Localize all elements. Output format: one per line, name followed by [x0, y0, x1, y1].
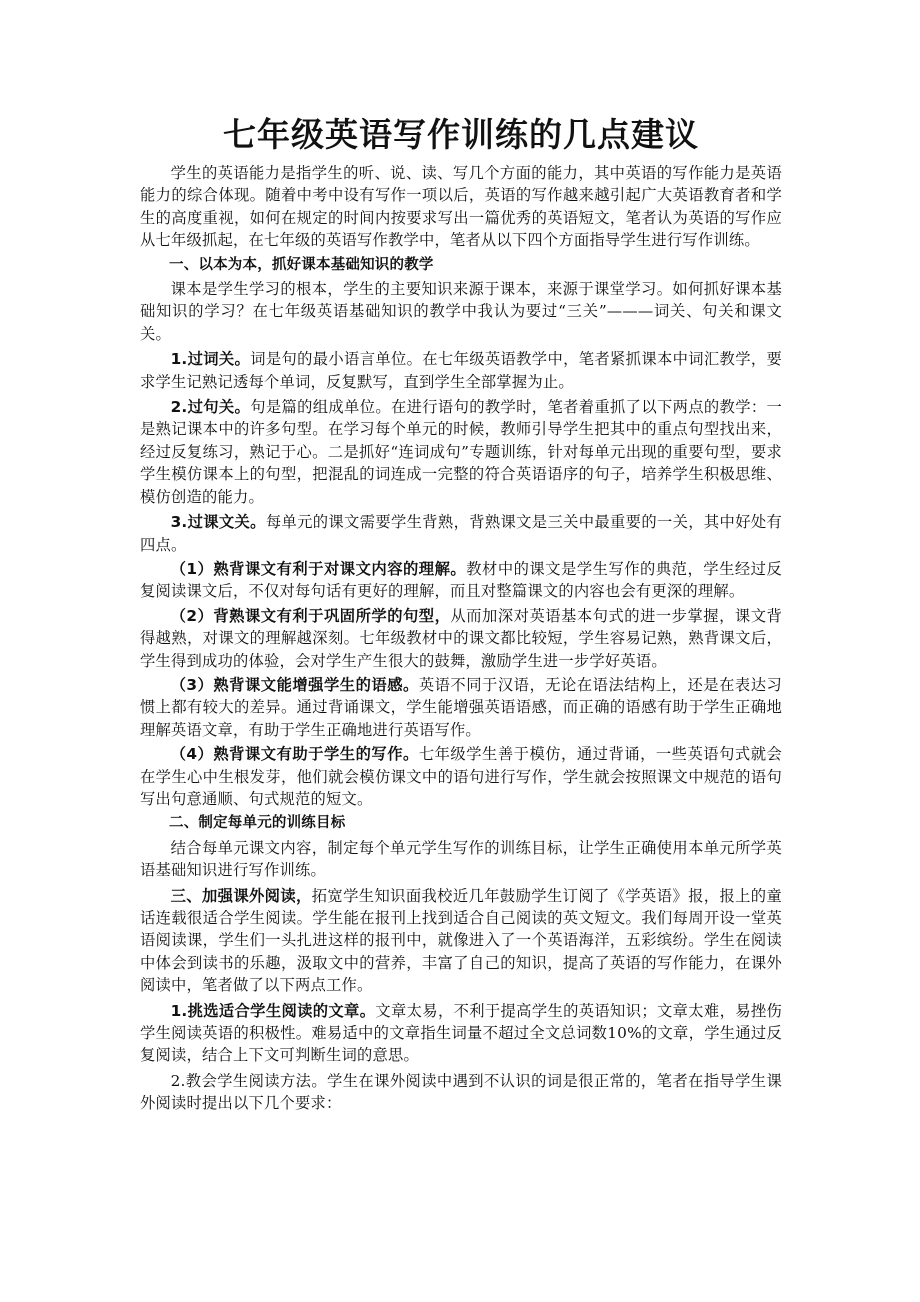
section-3-selection-paragraph — [140, 1000, 782, 1067]
point-lead: （1）熟背课文有利于对课文内容的理解。 — [170, 559, 467, 578]
paragraph-text: 每单元的课文需要学生背熟，背熟课文是三关中最重要的一关，其中好处有四点。 — [140, 513, 782, 554]
paragraph-lead: 1.过词关。 — [170, 350, 251, 369]
section-3-heading: 三、加强课外阅读， — [170, 886, 312, 905]
benefit-point-3 — [140, 674, 782, 741]
paragraph-lead: 3.过课文关。 — [170, 513, 266, 532]
point-text: 教材中的课文是学生写作的典范，学生经过反复阅读课文后，不仅对每句话有更好的理解，而且对整篇课文的内容也会有更深的理解。 — [140, 559, 782, 601]
paragraph-lead: 1.挑选适合学生阅读的文章。 — [170, 1001, 376, 1020]
section-1-word-paragraph — [140, 348, 782, 393]
document-title: 七年级英语写作训练的几点建议 — [223, 115, 699, 154]
section-3-text: 拓宽学生知识面我校近几年鼓励学生订阅了《学英语》报，报上的童话连载很适合学生阅读。学生能在报刊上找到适合自己阅读的英文短文。我们每周开设一堂英语阅读课，学生们一头扎进这样的报刊中，就像进入了一个英语海洋，五彩缤纷。学生在阅读中体会到读书的乐趣，汲取文中的营养，丰富了自己的知识，提高了英语的写作能力，在课外阅读中，笔者做了以下两点工作。 — [140, 886, 782, 995]
section-3-method-paragraph: 2.教会学生阅读方法。学生在课外阅读中遇到不认识的词是很正常的，笔者在指导学生课外阅读时提出以下几个要求： — [140, 1071, 782, 1113]
benefit-point-2 — [140, 605, 782, 672]
point-text: 从而加深对英语基本句式的进一步掌握，课文背得越熟，对课文的理解越深刻。七年级教材中的课文都比较短，学生容易记熟，熟背课文后，学生得到成功的体验，会对学生产生很大的鼓舞，激励学生进一步学好英语。 — [140, 606, 783, 670]
intro-paragraph: 学生的英语能力是指学生的听、说、读、写几个方面的能力，其中英语的写作能力是英语能力的综合体现。随着中考中设有写作一项以后，英语的写作越来越引起广大英语教育者和学生的高度重视，如何在规定的时间内按要求写出一篇优秀的英语短文，笔者认为英语的写作应从七年级抓起，在七年级的英语写作教学中，笔者从以下四个方面指导学生进行写作训练。 — [140, 164, 782, 250]
paragraph-lead: 2.过句关。 — [170, 398, 251, 417]
section-3-paragraph — [140, 885, 782, 997]
section-2-body: 结合每单元课文内容，制定每个单元学生写作的训练目标，让学生正确使用本单元所学英语基础知识进行写作训练。 — [140, 838, 782, 880]
paragraph-text: 词是句的最小语言单位。在七年级英语教学中，笔者紧抓课本中词汇教学，要求学生记熟记透每个单词，反复默写，直到学生全部掌握为止。 — [140, 350, 782, 391]
benefit-point-1 — [140, 558, 782, 603]
point-lead: （3）熟背课文能增强学生的语感。 — [170, 675, 419, 694]
document-page — [140, 112, 782, 1115]
benefit-point-4 — [140, 743, 782, 810]
section-1-sentence-paragraph — [140, 396, 782, 508]
point-text: 七年级学生善于模仿，通过背诵，一些英语句式就会在学生心中生根发芽，他们就会模仿课文中的语句进行写作，学生就会按照课文中规范的语句写出句意通顺、句式规范的短文。 — [140, 745, 782, 808]
point-text: 英语不同于汉语，无论在语法结构上，还是在表达习惯上都有较大的差异。通过背诵课文，学生能增强英语语感，而正确的语感有助于学生正确地理解英语文章，有助于学生正确地进行英语写作。 — [140, 675, 782, 739]
section-1-body: 课本是学生学习的根本，学生的主要知识来源于课本，来源于课堂学习。如何抓好课本基础知识的学习？在七年级英语基础知识的教学中我认为要过“三关”———词关、句关和课文关。 — [140, 280, 782, 343]
point-lead: （2）背熟课文有利于巩固所学的句型， — [170, 606, 451, 625]
paragraph-text: 文章太易，不利于提高学生的英语知识；文章太难，易挫伤学生阅读英语的积极性。难易适中的文章指生词量不超过全文总词数10%的文章，学生通过反复阅读，结合上下文可判断生词的意思。 — [140, 1001, 783, 1065]
section-2-heading: 二、制定每单元的训练目标 — [169, 815, 346, 832]
paragraph-text: 句是篇的组成单位。在进行语句的教学时，笔者着重抓了以下两点的教学：一是熟记课本中的许多句型。在学习每个单元的时候，教师引导学生把其中的重点句型找出来，经过反复练习，熟记于心。二是抓好“连词成句”专题训练，针对每单元出现的重要句型，要求学生模仿课本上的句型，把混乱的词连成一完整的符合英语语序的句子，培养学生积极思维、模仿创造的能力。 — [140, 398, 782, 506]
section-1-heading: 一、以本为本，抓好课本基础知识的教学 — [169, 256, 434, 273]
section-1-text-paragraph — [140, 511, 782, 556]
point-lead: （4）熟背课文有助于学生的写作。 — [170, 745, 419, 764]
